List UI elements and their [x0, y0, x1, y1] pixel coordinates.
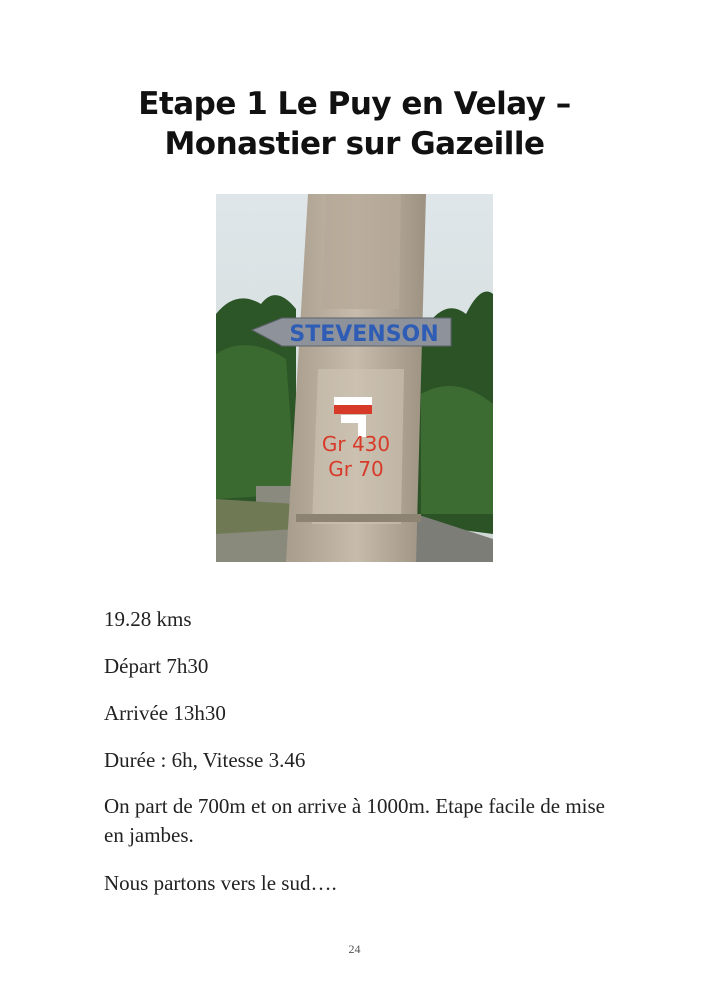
trail-sign-photo — [216, 194, 493, 562]
page-number: 24 — [348, 942, 361, 956]
page-title-line-1: Etape 1 Le Puy en Velay – — [138, 86, 571, 122]
page-title-line-2: Monastier sur Gazeille — [164, 126, 545, 162]
direction-text: Nous partons vers le sud…. — [104, 871, 337, 895]
altitude-paragraph: On part de 700m et on arrive à 1000m. Etape facile de mise en jambes. — [104, 794, 605, 847]
marking-line-2: Gr 70 — [328, 457, 384, 481]
duration-text: Durée : 6h, Vitesse 3.46 — [104, 748, 306, 772]
sign-label: STEVENSON — [289, 322, 439, 347]
arrival-text: Arrivée 13h30 — [104, 701, 226, 725]
page-title — [60, 84, 649, 164]
departure-text: Départ 7h30 — [104, 654, 209, 678]
distance-text: 19.28 kms — [104, 607, 192, 631]
marking-line-1: Gr 430 — [321, 432, 391, 456]
